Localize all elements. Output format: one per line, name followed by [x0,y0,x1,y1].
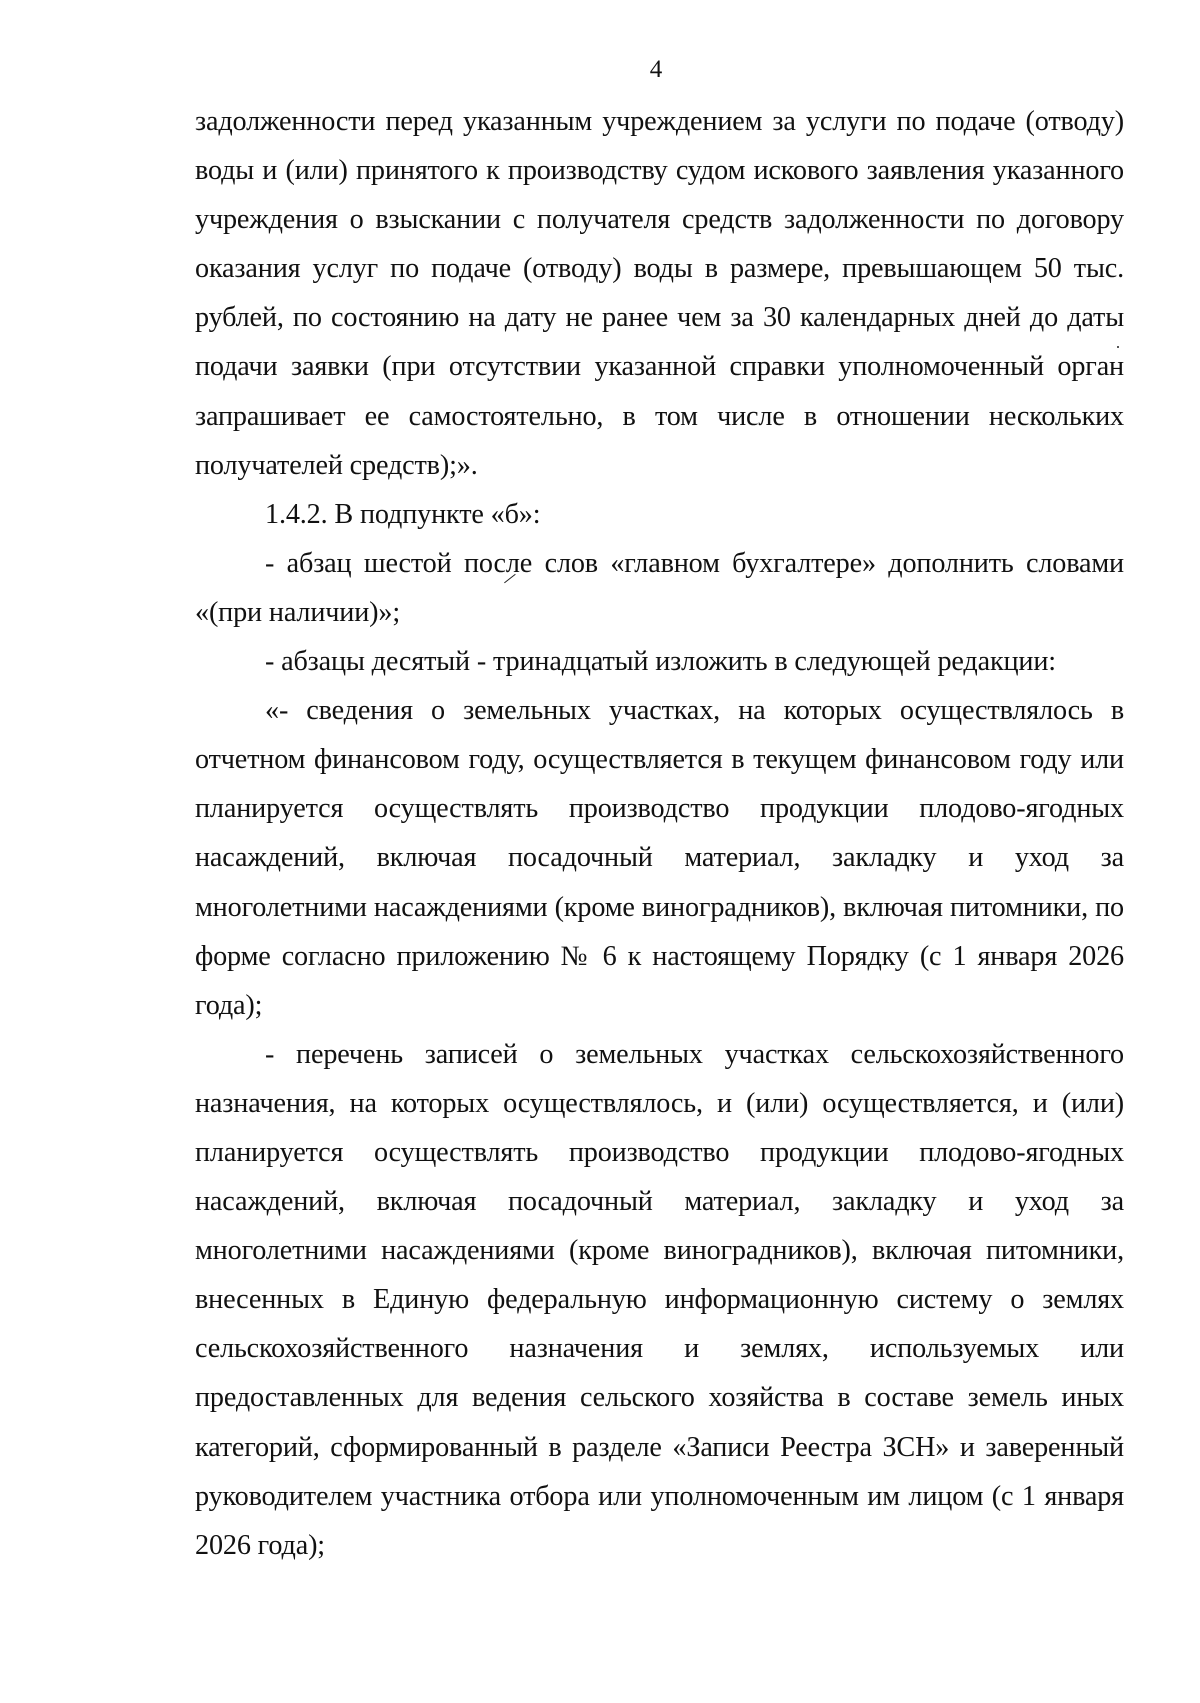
paragraph-amend-tenth-thirteenth: - абзацы десятый - тринадцатый изложить в следующей редакции: [265,646,1056,678]
paragraph-land-records-list: - перечень записей о земельных участках сельскохозяйственного назначения, на которых осуществлялось, и (или) осуществляется, и (или) планируется осуществлять производство продукции плодово-ягодных насаждений, включая посадочный материал, закладку и уход за многолетними насаждениями (кроме виноградников), включая питомники, внесенных в Единую федеральную информационную систему о землях сельскохозяйственного назначения и землях, используемых или предоставленных для ведения сельского хозяйства в составе земель иных категорий, сформированный в разделе «Записи Реестра ЗСН» и заверенный руководителем участника отбора или уполномоченным им лицом (с 1 января 2026 года); [195,1038,1124,1561]
paragraph-debt-continuation: задолженности перед указанным учреждением за услуги по подаче (отводу) воды и (или) принятого к производству судом искового заявления указанного учреждения о взыскании с получателя средств задолженности по договору оказания услуг по подаче (отводу) воды в размере, превышающем 50 тыс. рублей, по состоянию на дату не ранее чем за 30 календарных дней до даты подачи заявки (при отсутствии указанной справки уполномоченный орган запрашивает ее самостоятельно, в том числе в отношении нескольких получателей средств);». [195,106,1124,481]
paragraph-land-plots-info: «- сведения о земельных участках, на которых осуществлялось в отчетном финансовом году, осуществляется в текущем финансовом году или планируется осуществлять производство продукции плодово-ягодных насаждений, включая посадочный материал, закладку и уход за многолетними насаждениями (кроме виноградников), включая питомники, по форме согласно приложению № 6 к настоящему Порядку (с 1 января 2026 года); [195,695,1124,1021]
document-body [195,97,1124,1570]
paragraph-amend-sixth: - абзац шестой после слов «главном бухгалтере» дополнить словами «(при наличии)»; [195,547,1124,628]
paragraph-subpoint-heading: 1.4.2. В подпункте «б»: [265,498,541,530]
page-number: 4 [649,56,663,83]
